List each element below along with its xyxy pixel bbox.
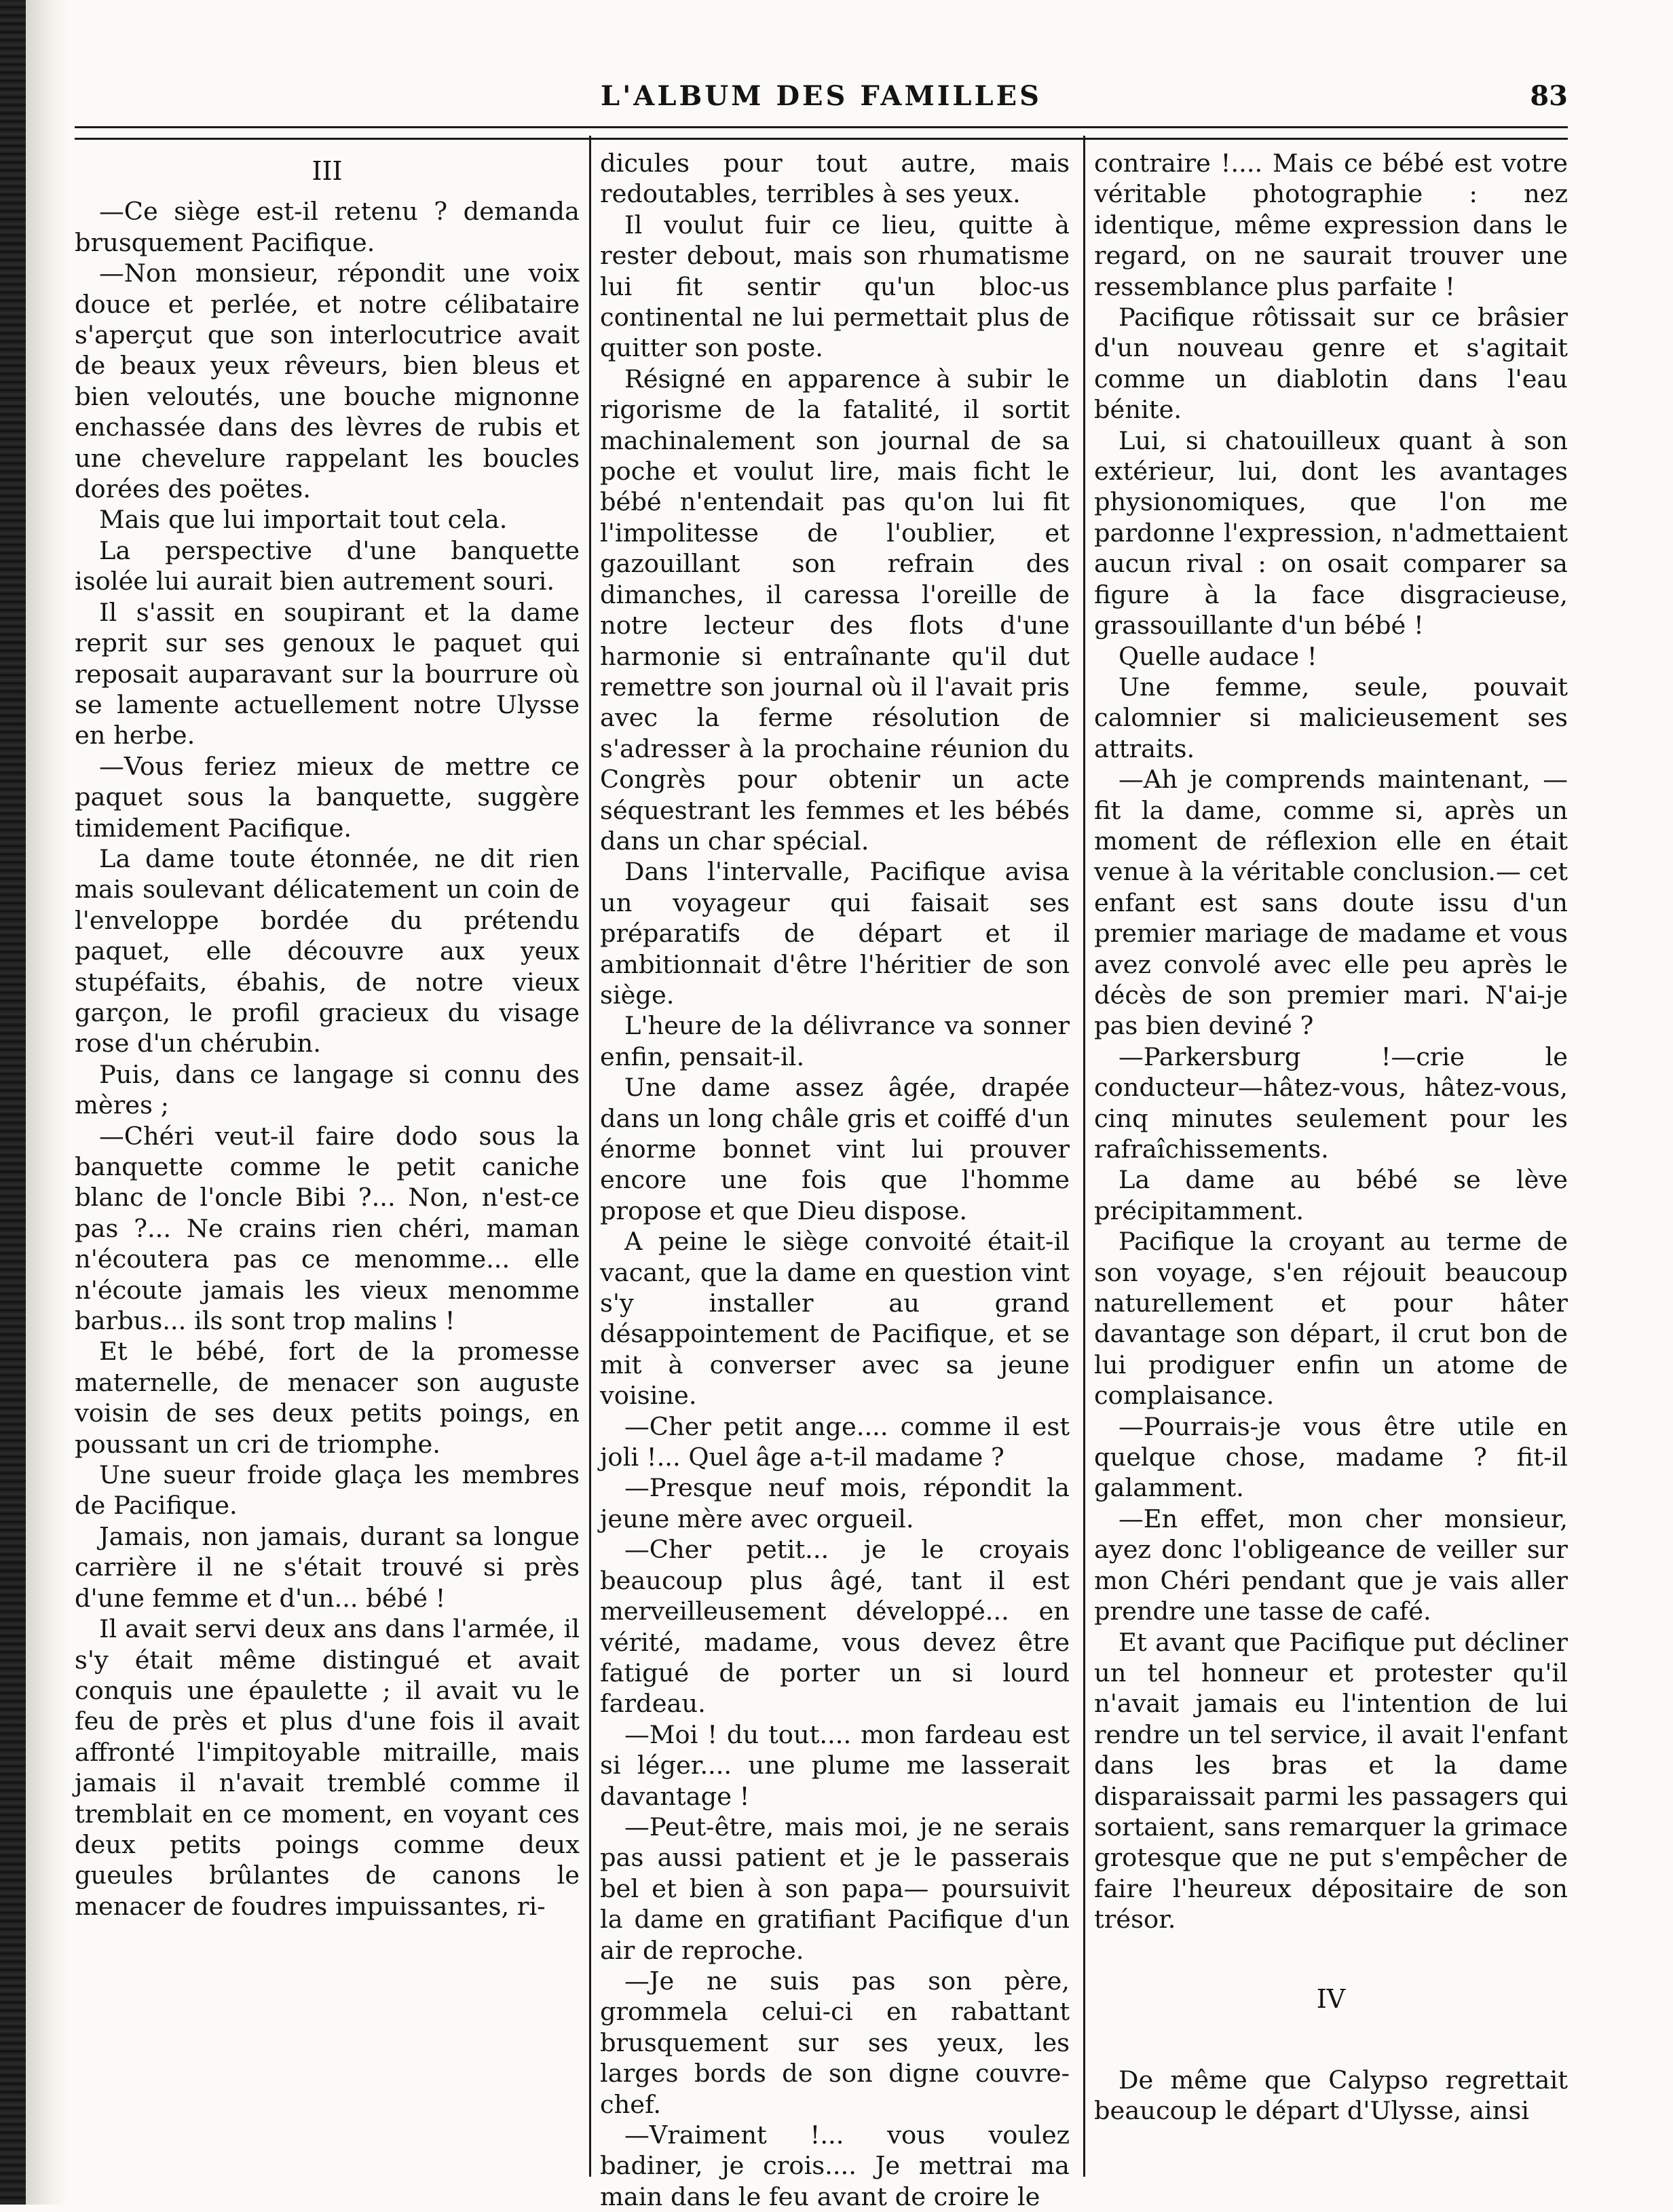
section-spacer: [1094, 2024, 1568, 2065]
column-rule-right: [1083, 136, 1085, 2177]
paragraph: Une sueur froide glaça les membres de Pacifique.: [75, 1460, 580, 1521]
section-heading: III: [312, 156, 343, 186]
paragraph: La perspective d'une banquette isolée lui aurait bien autrement souri.: [75, 535, 580, 596]
paragraph: Résigné en apparence à subir le rigorisme de la fatalité, il sortit machinalement son journal de sa poche et voulut lire, mais ficht le bébé n'entendait pas qu'on lui fit l'impolitesse de l'oublier, et gazouillant son refrain des dimanches, il caressa l'oreille de notre lecteur des flots d'une harmonie si entraînante qu'il dut remettre son journal où il l'avait pris avec la ferme résolution de s'adresser à la prochaine réunion du Congrès pour obtenir un acte séquestrant les femmes et les bébés dans un char spécial.: [600, 364, 1070, 856]
paragraph: —Ah je comprends maintenant, —fit la dame, comme si, après un moment de réflexion elle en était venue à la véritable conclusion.— cet enfant est sans doute issu d'un premier mariage de madame et vous avez convolé avec elle peu après le décès de son premier mari. N'ai-je pas bien deviné ?: [1094, 765, 1568, 1041]
paragraph: —En effet, mon cher monsieur, ayez donc l'obligeance de veiller sur mon Chéri pendant que je vais aller prendre une tasse de café.: [1094, 1504, 1568, 1626]
paragraph: Mais que lui importait tout cela.: [99, 505, 508, 535]
paragraph: —Peut-être, mais moi, je ne serais pas aussi patient et je le passerais bel et bien à son papa— poursuivit la dame en gratifiant Pacifique d'un air de reproche.: [600, 1812, 1070, 1965]
column-rule-left: [589, 136, 591, 2177]
paragraph: Puis, dans ce langage si connu des mères ;: [75, 1059, 580, 1120]
paragraph: De même que Calypso regrettait beaucoup le départ d'Ulysse, ainsi: [1094, 2065, 1568, 2126]
running-title: L'ALBUM DES FAMILLES: [600, 80, 1042, 112]
paragraph: —Presque neuf mois, répondit la jeune mère avec orgueil.: [600, 1473, 1070, 1533]
gutter-shade: [26, 0, 69, 2205]
paragraph: dicules pour tout autre, mais redoutables, terribles à ses yeux.: [600, 149, 1070, 209]
paragraph: —Moi ! du tout.... mon fardeau est si léger.... une plume me lasserait davantage !: [600, 1719, 1070, 1811]
page-number: 83: [1530, 80, 1568, 112]
text-column-1: [75, 148, 580, 2177]
paragraph: Jamais, non jamais, durant sa longue carrière il ne s'était trouvé si près d'une femme et d'un... bébé !: [75, 1521, 580, 1613]
book-spine-shadow: [0, 0, 26, 2205]
paragraph: —Vraiment !... vous voulez badiner, je crois.... Je mettrai ma main dans le feu avant de croire le: [600, 2120, 1070, 2211]
paragraph: —Vous feriez mieux de mettre ce paquet sous la banquette, suggère timidement Pacifique.: [75, 751, 580, 843]
paragraph: —Chéri veut-il faire dodo sous la banquette comme le petit caniche blanc de l'oncle Bibi ?... Non, n'est-ce pas ?... Ne crains rien chéri, maman n'écoutera pas ce menomme... elle n'écoute jamais les vieux menomme barbus... ils sont trop malins !: [75, 1121, 580, 1336]
paragraph: Il avait servi deux ans dans l'armée, il s'y était même distingué et avait conquis une épaulette ; il avait vu le feu de près et plus d'une fois il avait affronté l'impitoyable mitraille, mais jamais il n'avait tremblé comme il tremblait en ce moment, en voyant ces deux petits poings comme deux gueules brûlantes de canons le menacer de foudres impuissantes, ri-: [75, 1614, 580, 1921]
paragraph: A peine le siège convoité était-il vacant, que la dame en question vint s'y installer au grand désappointement de Pacifique, et se mit à converser avec sa jeune voisine.: [600, 1227, 1070, 1411]
section-heading: IV: [1316, 1983, 1346, 2014]
paragraph: Pacifique la croyant au terme de son voyage, s'en réjouit beaucoup naturellement et pour hâter davantage son départ, il crut bon de lui prodiguer enfin un atome de complaisance.: [1094, 1227, 1568, 1411]
paragraph: Une femme, seule, pouvait calomnier si malicieusement ses attraits.: [1094, 672, 1568, 763]
paragraph: Il voulut fuir ce lieu, quitte à rester debout, mais son rhumatisme lui fit sentir qu'un bloc-us continental ne lui permettait plus de quitter son poste.: [600, 210, 1070, 363]
paragraph: —Non monsieur, répondit une voix douce et perlée, et notre célibataire s'aperçut que son interlocutrice avait de beaux yeux rêveurs, bien bleus et bien veloutés, une bouche mignonne enchassée dans des lèvres de rubis et une chevelure rappelant les boucles dorées des poëtes.: [75, 259, 580, 504]
paragraph: contraire !.... Mais ce bébé est votre véritable photographie : nez identique, même expression dans le regard, on ne saurait trouver une ressemblance plus parfaite !: [1094, 149, 1568, 301]
paragraph: Dans l'intervalle, Pacifique avisa un voyageur qui faisait ses préparatifs de départ et il ambitionnait d'être l'héritier de son siège.: [600, 857, 1070, 1010]
paragraph: Quelle audace !: [1119, 641, 1317, 671]
header-double-rule: [75, 126, 1568, 140]
paragraph: —Cher petit... je le croyais beaucoup plus âgé, tant il est merveilleusement développé... en vérité, madame, vous devez être fatigué de porter un si lourd fardeau.: [600, 1535, 1070, 1719]
paragraph: Pacifique rôtissait sur ce brâsier d'un nouveau genre et s'agitait comme un diablotin dans l'eau bénite.: [1094, 303, 1568, 425]
paragraph: Et avant que Pacifique put décliner un tel honneur et protester qu'il n'avait jamais eu l'intention de lui rendre un tel service, il avait l'enfant dans les bras et la dame disparaissait parmi les passagers qui sortaient, sans remarquer la grimace grotesque que ne put s'empêcher de faire l'heureux dépositaire de son trésor.: [1094, 1627, 1568, 1934]
paragraph: La dame au bébé se lève précipitamment.: [1094, 1165, 1568, 1225]
section-spacer: [1094, 1935, 1568, 1976]
text-column-2: [600, 148, 1070, 2211]
paragraph: —Parkersburg !—crie le conducteur—hâtez-vous, hâtez-vous, cinq minutes seulement pour les rafraîchissements.: [1094, 1042, 1568, 1164]
paragraph: Lui, si chatouilleux quant à son extérieur, lui, dont les avantages physionomiques, que l'on me pardonne l'expression, n'admettaient aucun rival : on osait comparer sa figure à la face disgracieuse, grassouillante d'un bébé !: [1094, 425, 1568, 641]
paragraph: —Je ne suis pas son père, grommela celui-ci en rabattant brusquement sur ses yeux, les larges bords de son digne couvre-chef.: [600, 1966, 1070, 2119]
paragraph: —Ce siège est-il retenu ? demanda brusquement Pacifique.: [75, 197, 580, 257]
paragraph: —Pourrais-je vous être utile en quelque chose, madame ? fit-il galamment.: [1094, 1411, 1568, 1503]
text-column-3: [1094, 148, 1568, 2177]
paragraph: La dame toute étonnée, ne dit rien mais soulevant délicatement un coin de l'enveloppe bordée du prétendu paquet, elle découvre aux yeux stupéfaits, ébahis, de notre vieux garçon, le profil gracieux du visage rose d'un chérubin.: [75, 843, 580, 1059]
paragraph: Et le bébé, fort de la promesse maternelle, de menacer son auguste voisin de ses deux petits poings, en poussant un cri de triomphe.: [75, 1337, 580, 1459]
paragraph: —Cher petit ange.... comme il est joli !... Quel âge a-t-il madame ?: [600, 1411, 1070, 1472]
paragraph: L'heure de la délivrance va sonner enfin, pensait-il.: [600, 1011, 1070, 1071]
running-head: [75, 80, 1568, 122]
paragraph: Il s'assit en soupirant et la dame reprit sur ses genoux le paquet qui reposait auparavant sur la bourrure où se lamente actuellement notre Ulysse en herbe.: [75, 597, 580, 750]
paragraph: Une dame assez âgée, drapée dans un long châle gris et coiffé d'un énorme bonnet vint lui prouver encore une fois que l'homme propose et que Dieu dispose.: [600, 1073, 1070, 1225]
